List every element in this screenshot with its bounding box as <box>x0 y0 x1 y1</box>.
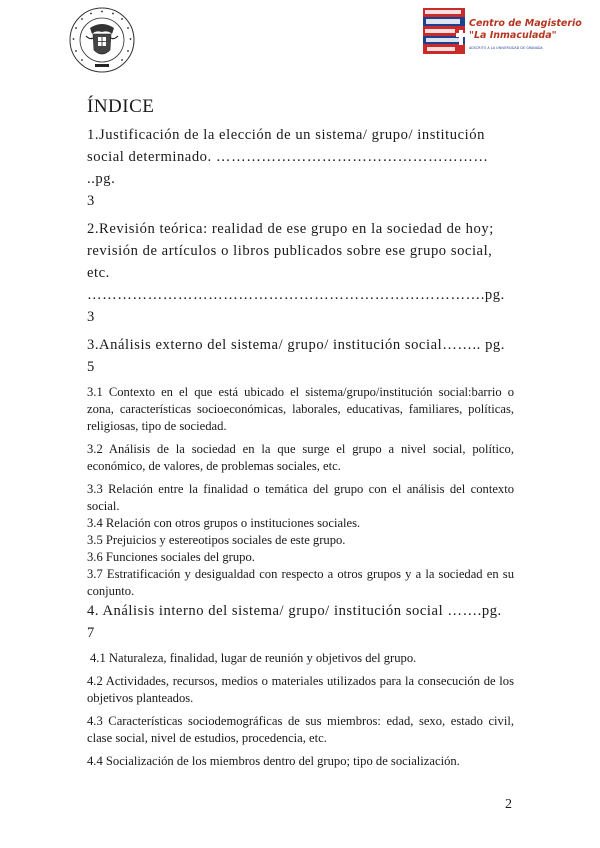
university-seal-icon <box>68 6 136 74</box>
page-title: ÍNDICE <box>87 96 155 117</box>
logo-affiliation: ADSCRITO A LA UNIVERSIDAD DE GRANADA <box>469 46 543 50</box>
toc-page-ref: 7 <box>87 625 95 641</box>
toc-entry-2 <box>87 218 514 328</box>
toc-page-ref: 3 <box>87 193 95 209</box>
toc-subentry-3-3: 3.3 Relación entre la finalidad o temática del grupo con el análisis del contexto social. <box>87 482 514 513</box>
toc-subentry-3-4: 3.4 Relación con otros grupos o instituciones sociales. <box>87 516 361 530</box>
page-number: 2 <box>505 797 512 812</box>
toc-subentry-3-7: 3.7 Estratificación y desigualdad con respecto a otros grupos y a la sociedad en su conjunto. <box>87 567 514 598</box>
toc-subentry-3-1: 3.1 Contexto en el que está ubicado el sistema/grupo/institución social:barrio o zona, características socioeconómicas, laborales, educativas, familiares, políticas, religiosas, tipo de sociedad. <box>87 385 514 433</box>
page-header <box>0 0 600 80</box>
toc-line: …………………………………………………………………….pg. <box>87 287 505 303</box>
toc-page-ref: 5 <box>87 359 95 375</box>
toc-entry-1 <box>87 124 514 212</box>
toc-subentry-4-3: 4.3 Características sociodemográficas de sus miembros: edad, sexo, estado civil, clase social, nivel de estudios, procedencia, etc. <box>87 714 514 745</box>
toc-line: social determinado. ……………………………………………… ..pg. <box>87 149 489 187</box>
logo-title: Centro de Magisterio <box>469 18 582 29</box>
toc-line: 2.Revisión teórica: realidad de ese grupo en la sociedad de hoy; <box>87 221 494 237</box>
toc-line: etc. <box>87 265 110 281</box>
table-of-contents <box>87 124 514 770</box>
magisterio-logo <box>423 8 582 56</box>
toc-line: 4. Análisis interno del sistema/ grupo/ institución social …….pg. <box>87 603 502 619</box>
logo-subtitle: "La Inmaculada" <box>469 30 557 41</box>
toc-subentry-3-2: 3.2 Análisis de la sociedad en la que surge el grupo a nivel social, político, económico, de valores, de problemas sociales, etc. <box>87 442 514 473</box>
toc-page-ref: 3 <box>87 309 95 325</box>
toc-subentry-3-5: 3.5 Prejuicios y estereotipos sociales de este grupo. <box>87 533 346 547</box>
toc-subentry-4-1: 4.1 Naturaleza, finalidad, lugar de reunión y objetivos del grupo. <box>90 651 417 665</box>
toc-line: 3.Análisis externo del sistema/ grupo/ institución social…….. pg. <box>87 337 505 353</box>
toc-subentry-3-6: 3.6 Funciones sociales del grupo. <box>87 550 255 564</box>
toc-entry-4 <box>87 600 514 644</box>
toc-line: 1.Justificación de la elección de un sistema/ grupo/ institución <box>87 127 485 143</box>
toc-subentry-4-2: 4.2 Actividades, recursos, medios o materiales utilizados para la consecución de los objetivos planteados. <box>87 674 514 705</box>
magisterio-logo-icon <box>423 8 465 54</box>
toc-subentry-4-4: 4.4 Socialización de los miembros dentro del grupo; tipo de socialización. <box>87 754 460 768</box>
toc-line: revisión de artículos o libros publicados sobre ese grupo social, <box>87 243 493 259</box>
toc-entry-3 <box>87 334 514 378</box>
